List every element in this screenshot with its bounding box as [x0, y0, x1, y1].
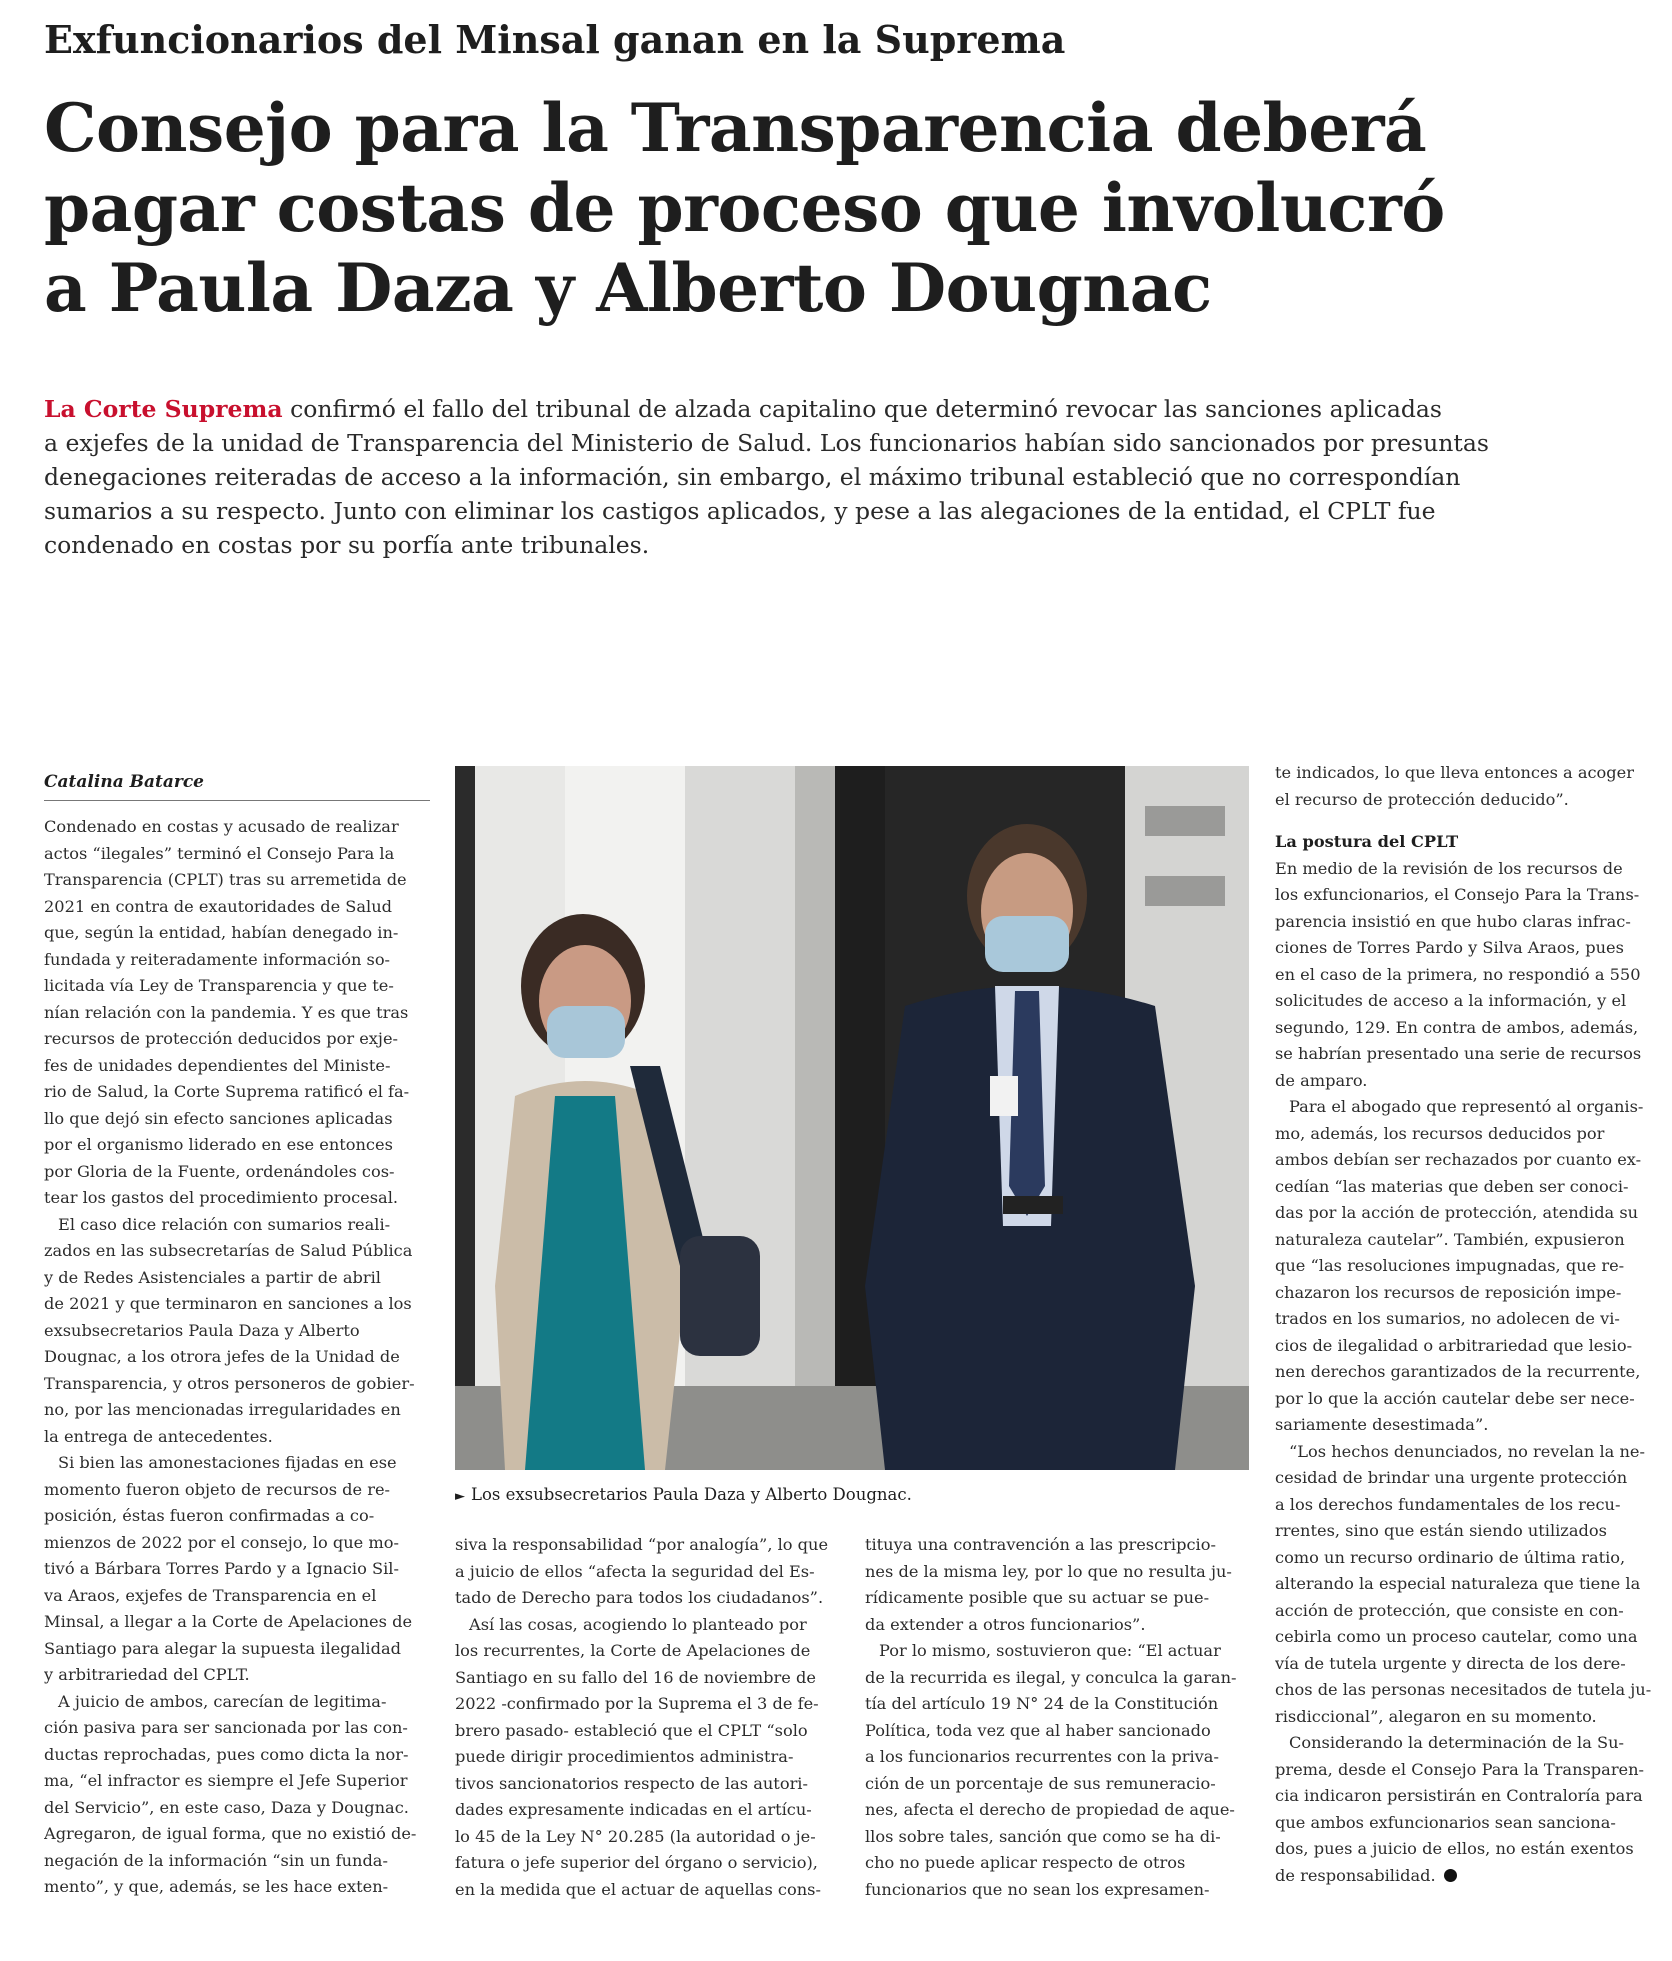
body-line: cesidad de brindar una urgente protección — [1275, 1468, 1628, 1487]
body-line: solicitudes de acceso a la información, y el — [1275, 991, 1627, 1010]
body-line: mo, además, los recursos deducidos por — [1275, 1123, 1605, 1143]
headline-line: a Paula Daza y Alberto Dougnac — [44, 249, 1212, 327]
body-line: como un recurso ordinario de última ratio, — [1275, 1547, 1626, 1567]
body-line: tivó a Bárbara Torres Pardo y a Ignacio Sil- — [44, 1559, 399, 1578]
body-line: el recurso de protección deducido”. — [1275, 789, 1569, 809]
body-line: licitada vía Ley de Transparencia y que te- — [44, 976, 394, 995]
body-line: Santiago en su fallo del 16 de noviembre de — [455, 1667, 816, 1687]
body-line: mienzos de 2022 por el consejo, lo que mo- — [44, 1532, 399, 1552]
body-line: naturaleza cautelar”. También, expusieron — [1275, 1229, 1625, 1249]
body-line: ción pasiva para ser sancionada por las con- — [44, 1718, 408, 1737]
body-line: por el organismo liderado en ese entonces — [44, 1135, 393, 1154]
body-column-3 — [865, 1532, 1257, 1903]
body-line: rídicamente posible que su actuar se pue- — [865, 1588, 1210, 1607]
body-line: alterando la especial naturaleza que tiene la — [1275, 1574, 1641, 1593]
body-line: cebirla como un proceso cautelar, como una — [1275, 1627, 1638, 1646]
body-line: por Gloria de la Fuente, ordenándoles cos- — [44, 1161, 395, 1181]
body-line: y de Redes Asistenciales a partir de abril — [44, 1267, 381, 1287]
body-line: prema, desde el Consejo Para la Transparen- — [1275, 1759, 1645, 1779]
body-line: negación de la información “sin un funda- — [44, 1850, 388, 1870]
body-line: llo que dejó sin efecto sanciones aplicadas — [44, 1108, 393, 1128]
body-line: se habrían presentado una serie de recursos — [1275, 1044, 1642, 1063]
headline-line: Consejo para la Transparencia deberá — [44, 89, 1427, 167]
body-line: Condenado en costas y acusado de realizar — [44, 817, 399, 836]
headline — [44, 88, 1644, 328]
body-line: 2021 en contra de exautoridades de Salud — [44, 896, 393, 916]
body-line: Considerando la determinación de la Su- — [1289, 1733, 1624, 1752]
byline: Catalina Batarce — [44, 770, 430, 801]
body-line: En medio de la revisión de los recursos de — [1275, 858, 1623, 878]
caption-marker: ► — [455, 1489, 465, 1504]
body-paragraph — [1275, 1730, 1659, 1889]
body-line: chos de las personas necesitados de tutela ju- — [1275, 1680, 1652, 1699]
body-line: rrentes, sino que están siendo utilizados — [1275, 1521, 1607, 1540]
body-line: ción de un porcentaje de sus remuneracio- — [865, 1773, 1216, 1793]
body-line: Para el abogado que representó al organis- — [1289, 1097, 1644, 1116]
body-line: lo 45 de la Ley N° 20.285 (la autoridad o je- — [455, 1826, 816, 1846]
body-line: Así las cosas, acogiendo lo planteado por — [469, 1614, 807, 1634]
body-line: sariamente desestimada”. — [1275, 1415, 1489, 1434]
body-line: segundo, 129. En contra de ambos, además, — [1275, 1017, 1639, 1037]
body-line: das por la acción de protección, atendida su — [1275, 1203, 1639, 1222]
article-photo — [455, 766, 1249, 1470]
col4-continuation — [1275, 760, 1659, 813]
body-line: fatura o jefe superior del órgano o servicio), — [455, 1853, 818, 1872]
body-line: de amparo. — [1275, 1070, 1368, 1090]
body-paragraph — [44, 814, 436, 1212]
body-line: exsubsecretarios Paula Daza y Alberto — [44, 1320, 360, 1340]
body-line: fundada y reiteradamente información so- — [44, 949, 391, 969]
body-line: fes de unidades dependientes del Ministe- — [44, 1055, 391, 1075]
body-line: en el caso de la primera, no respondió a 550 — [1275, 964, 1641, 984]
body-line: a los derechos fundamentales de los recu- — [1275, 1494, 1621, 1514]
body-line: que ambos exfuncionarios sean sanciona- — [1275, 1812, 1616, 1832]
body-column-4 — [1275, 760, 1659, 1889]
body-line: que, según la entidad, habían denegado in- — [44, 923, 399, 942]
body-line: tituya una contravención a las prescripcio- — [865, 1535, 1216, 1554]
photo-caption — [455, 1482, 1249, 1510]
body-line: llos sobre tales, sanción que como se ha di- — [865, 1826, 1221, 1846]
lede-line: condenado en costas por su porfía ante tribunales. — [44, 531, 650, 559]
body-line: ambos debían ser rechazados por cuanto ex- — [1275, 1150, 1642, 1169]
body-line: tear los gastos del procedimiento procesal. — [44, 1188, 399, 1207]
body-line: puede dirigir procedimientos administra- — [455, 1747, 794, 1766]
kicker: Exfuncionarios del Minsal ganan en la Suprema — [44, 17, 1066, 62]
body-line: parencia insistió en que hubo claras infrac- — [1275, 911, 1631, 931]
body-line: ciones de Torres Pardo y Silva Araos, pues — [1275, 938, 1624, 957]
body-line: que “las resoluciones impugnadas, que re- — [1275, 1256, 1625, 1275]
body-line: rio de Salud, la Corte Suprema ratificó el fa- — [44, 1082, 410, 1101]
body-line: nes de la misma ley, por lo que no resulta ju- — [865, 1561, 1232, 1581]
body-line: los recurrentes, la Corte de Apelaciones de — [455, 1641, 811, 1660]
body-line: dades expresamente indicadas en el artícu- — [455, 1800, 812, 1819]
body-line: acción de protección, que consiste en con- — [1275, 1600, 1624, 1620]
body-line: en la medida que el actuar de aquellas cons- — [455, 1879, 821, 1899]
body-line: risdiccional”, alegaron en su momento. — [1275, 1706, 1597, 1726]
body-line: Dougnac, a los otrora jefes de la Unidad de — [44, 1347, 400, 1366]
body-line: momento fueron objeto de recursos de re- — [44, 1479, 391, 1499]
section-subhead: La postura del CPLT — [1275, 832, 1459, 851]
body-line: chazaron los recursos de reposición impe- — [1275, 1282, 1622, 1302]
body-column-2 — [455, 1532, 847, 1903]
body-line: vía de tutela urgente y directa de los dere- — [1275, 1653, 1626, 1673]
body-line: Santiago para alegar la supuesta ilegalidad — [44, 1638, 401, 1658]
lede-line — [44, 392, 1584, 426]
body-line: recursos de protección deducidos por exje- — [44, 1029, 398, 1048]
body-line: te indicados, lo que lleva entonces a acoger — [1275, 763, 1634, 782]
body-line: nen derechos garantizados de la recurrente, — [1275, 1362, 1641, 1381]
body-line: de 2021 y que terminaron en sanciones a los — [44, 1294, 412, 1313]
body-line: cios de ilegalidad o arbitrariedad que lesio- — [1275, 1335, 1633, 1355]
lede-text: confirmó el fallo del tribunal de alzada capitalino que determinó revocar las sanciones aplicadas — [282, 395, 1442, 423]
caption-text: Los exsubsecretarios Paula Daza y Alberto Dougnac. — [471, 1485, 912, 1504]
photo-illustration — [455, 766, 1249, 1470]
body-line: mento”, y que, además, se les hace exten- — [44, 1877, 389, 1896]
lede-line: denegaciones reiteradas de acceso a la información, sin embargo, el máximo tribunal estableció que no correspondían — [44, 463, 1461, 491]
body-paragraph — [44, 1689, 436, 1901]
body-line: Por lo mismo, sostuvieron que: “El actuar — [879, 1641, 1221, 1660]
body-line: Transparencia, y otros personeros de gobier- — [44, 1373, 415, 1393]
body-line: dos, pues a juicio de ellos, no están exentos — [1275, 1839, 1634, 1858]
body-line: Si bien las amonestaciones fijadas en ese — [58, 1453, 397, 1472]
body-paragraph — [865, 1638, 1257, 1903]
body-line: da extender a otros funcionarios”. — [865, 1614, 1146, 1634]
body-line: cia indicaron persistirán en Contraloría para — [1275, 1786, 1643, 1805]
lede-lead-in: La Corte Suprema — [44, 395, 283, 423]
body-line: ductas reprochadas, pues como dicta la nor- — [44, 1744, 409, 1764]
body-line: Política, toda vez que al haber sancionado — [865, 1720, 1211, 1740]
body-paragraph — [865, 1532, 1257, 1638]
lede-line: a exjefes de la unidad de Transparencia del Ministerio de Salud. Los funcionarios habían sido sancionados por presuntas — [44, 429, 1489, 457]
body-line: posición, éstas fueron confirmadas a co- — [44, 1506, 375, 1525]
body-line: actos “ilegales” terminó el Consejo Para la — [44, 843, 395, 863]
body-line: cho no puede aplicar respecto de otros — [865, 1853, 1186, 1872]
body-line: y arbitrariedad del CPLT. — [44, 1665, 250, 1684]
body-line: los exfuncionarios, el Consejo Para la Trans- — [1275, 885, 1640, 904]
body-line: nes, afecta el derecho de propiedad de aque- — [865, 1800, 1235, 1819]
body-paragraph — [44, 1212, 436, 1451]
body-line: ma, “el infractor es siempre el Jefe Superior — [44, 1771, 408, 1790]
body-line: de responsabilidad. — [1275, 1863, 1659, 1890]
body-line: siva la responsabilidad “por analogía”, lo que — [455, 1535, 829, 1554]
body-line: Minsal, a llegar a la Corte de Apelaciones de — [44, 1612, 413, 1631]
lede — [44, 392, 1584, 562]
body-line: por lo que la acción cautelar debe ser nece- — [1275, 1388, 1635, 1408]
body-line: “Los hechos denunciados, no revelan la ne- — [1289, 1441, 1645, 1461]
body-line: cedían “las materias que deben ser conoci- — [1275, 1176, 1629, 1196]
body-line: funcionarios que no sean los expresamen- — [865, 1879, 1210, 1899]
body-line: tía del artículo 19 N° 24 de la Constitución — [865, 1694, 1219, 1713]
body-paragraph — [1275, 856, 1659, 1095]
body-line: del Servicio”, en este caso, Daza y Dougnac. — [44, 1797, 409, 1817]
body-line: tado de Derecho para todos los ciudadanos”. — [455, 1588, 824, 1607]
headline-line: pagar costas de proceso que involucró — [44, 169, 1445, 247]
body-line: a juicio de ellos “afecta la seguridad del Es- — [455, 1561, 815, 1581]
end-mark-icon — [1444, 1869, 1457, 1882]
body-line: nían relación con la pandemia. Y es que tras — [44, 1002, 409, 1022]
body-line: zados en las subsecretarías de Salud Pública — [44, 1241, 413, 1260]
body-line: A juicio de ambos, carecían de legitima- — [58, 1691, 387, 1711]
body-line: a los funcionarios recurrentes con la priva- — [865, 1747, 1219, 1766]
body-paragraph — [44, 1450, 436, 1689]
body-paragraph — [1275, 1439, 1659, 1731]
body-line: va Araos, exjefes de Transparencia en el — [44, 1585, 377, 1605]
body-line: Transparencia (CPLT) tras su arremetida de — [44, 870, 407, 889]
body-paragraph — [1275, 1094, 1659, 1439]
body-line: brero pasado- estableció que el CPLT “solo — [455, 1720, 808, 1740]
body-line: tivos sancionatorios respecto de las autori- — [455, 1773, 808, 1793]
body-line: Agregaron, de igual forma, que no existió de- — [44, 1824, 417, 1843]
body-line: 2022 -confirmado por la Suprema el 3 de fe- — [455, 1694, 819, 1713]
body-paragraph — [455, 1612, 847, 1904]
body-line: la entrega de antecedentes. — [44, 1426, 273, 1446]
body-line: no, por las mencionadas irregularidades en — [44, 1400, 401, 1419]
body-paragraph — [455, 1532, 847, 1612]
body-column-1 — [44, 814, 436, 1901]
body-line: El caso dice relación con sumarios reali- — [58, 1214, 391, 1234]
body-line: de la recurrida es ilegal, y conculca la garan- — [865, 1667, 1237, 1687]
col4-body — [1275, 856, 1659, 1890]
body-line: trados en los sumarios, no adolecen de vi- — [1275, 1309, 1620, 1328]
lede-line: sumarios a su respecto. Junto con eliminar los castigos aplicados, y pese a las alegaciones de la entidad, el CPLT fue — [44, 497, 1436, 525]
